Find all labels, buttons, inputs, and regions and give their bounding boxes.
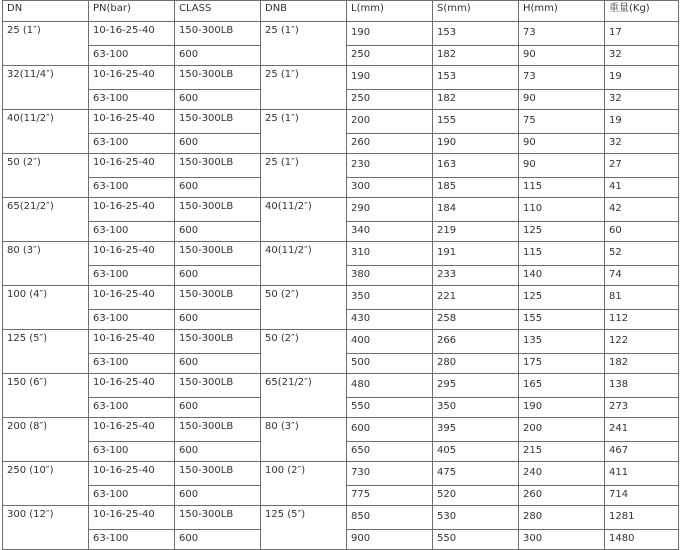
weight-cell: 19 xyxy=(605,110,679,134)
class-cell: 150-300LB xyxy=(175,462,261,486)
l-cell: 550 xyxy=(347,397,433,418)
pn-cell: 63-100 xyxy=(89,441,175,462)
h-cell: 135 xyxy=(519,330,605,354)
class-cell: 150-300LB xyxy=(175,110,261,134)
l-cell: 200 xyxy=(347,110,433,134)
pn-cell: 10-16-25-40 xyxy=(89,198,175,222)
class-cell: 150-300LB xyxy=(175,418,261,442)
pn-cell: 10-16-25-40 xyxy=(89,66,175,90)
weight-cell: 1281 xyxy=(605,506,679,530)
weight-cell: 467 xyxy=(605,441,679,462)
s-cell: 395 xyxy=(433,418,519,442)
dnb-cell: 40(11/2″) xyxy=(261,198,347,242)
h-cell: 140 xyxy=(519,265,605,286)
weight-cell: 81 xyxy=(605,286,679,310)
pn-cell: 10-16-25-40 xyxy=(89,374,175,398)
dnb-cell: 50 (2″) xyxy=(261,330,347,374)
h-cell: 90 xyxy=(519,133,605,154)
weight-cell: 60 xyxy=(605,221,679,242)
s-cell: 280 xyxy=(433,353,519,374)
pn-cell: 63-100 xyxy=(89,89,175,110)
dn-cell: 300 (12″) xyxy=(3,506,89,550)
l-cell: 430 xyxy=(347,309,433,330)
s-cell: 530 xyxy=(433,506,519,530)
l-cell: 850 xyxy=(347,506,433,530)
class-cell: 600 xyxy=(175,529,261,550)
dnb-cell: 25 (1″) xyxy=(261,110,347,154)
class-cell: 600 xyxy=(175,397,261,418)
h-cell: 155 xyxy=(519,309,605,330)
pn-cell: 10-16-25-40 xyxy=(89,506,175,530)
header-class: CLASS xyxy=(175,1,261,22)
h-cell: 280 xyxy=(519,506,605,530)
weight-cell: 52 xyxy=(605,242,679,266)
l-cell: 290 xyxy=(347,198,433,222)
weight-cell: 411 xyxy=(605,462,679,486)
weight-cell: 32 xyxy=(605,45,679,66)
weight-cell: 32 xyxy=(605,89,679,110)
s-cell: 190 xyxy=(433,133,519,154)
header-h: H(mm) xyxy=(519,1,605,22)
dnb-cell: 25 (1″) xyxy=(261,66,347,110)
dn-cell: 40(11/2″) xyxy=(3,110,89,154)
s-cell: 182 xyxy=(433,89,519,110)
class-cell: 600 xyxy=(175,89,261,110)
h-cell: 75 xyxy=(519,110,605,134)
weight-cell: 27 xyxy=(605,154,679,178)
dn-cell: 50 (2″) xyxy=(3,154,89,198)
table-row xyxy=(3,418,679,442)
h-cell: 260 xyxy=(519,485,605,506)
weight-cell: 41 xyxy=(605,177,679,198)
s-cell: 221 xyxy=(433,286,519,310)
s-cell: 475 xyxy=(433,462,519,486)
h-cell: 73 xyxy=(519,66,605,90)
l-cell: 250 xyxy=(347,45,433,66)
pn-cell: 63-100 xyxy=(89,353,175,374)
s-cell: 163 xyxy=(433,154,519,178)
weight-cell: 17 xyxy=(605,22,679,46)
h-cell: 240 xyxy=(519,462,605,486)
h-cell: 165 xyxy=(519,374,605,398)
class-cell: 600 xyxy=(175,353,261,374)
h-cell: 73 xyxy=(519,22,605,46)
dnb-cell: 65(21/2″) xyxy=(261,374,347,418)
table-header xyxy=(3,1,679,22)
class-cell: 150-300LB xyxy=(175,506,261,530)
dn-cell: 200 (8″) xyxy=(3,418,89,462)
pn-cell: 10-16-25-40 xyxy=(89,242,175,266)
table-row xyxy=(3,154,679,178)
pn-cell: 63-100 xyxy=(89,221,175,242)
weight-cell: 74 xyxy=(605,265,679,286)
l-cell: 600 xyxy=(347,418,433,442)
dn-cell: 25 (1″) xyxy=(3,22,89,66)
l-cell: 480 xyxy=(347,374,433,398)
s-cell: 233 xyxy=(433,265,519,286)
l-cell: 500 xyxy=(347,353,433,374)
h-cell: 125 xyxy=(519,286,605,310)
dn-cell: 80 (3″) xyxy=(3,242,89,286)
dnb-cell: 25 (1″) xyxy=(261,22,347,66)
pn-cell: 63-100 xyxy=(89,177,175,198)
header-dn: DN xyxy=(3,1,89,22)
dnb-cell: 100 (2″) xyxy=(261,462,347,506)
s-cell: 405 xyxy=(433,441,519,462)
h-cell: 190 xyxy=(519,397,605,418)
table-row xyxy=(3,286,679,310)
header-dnb: DNB xyxy=(261,1,347,22)
h-cell: 215 xyxy=(519,441,605,462)
pn-cell: 10-16-25-40 xyxy=(89,286,175,310)
pn-cell: 63-100 xyxy=(89,309,175,330)
h-cell: 110 xyxy=(519,198,605,222)
class-cell: 600 xyxy=(175,441,261,462)
l-cell: 380 xyxy=(347,265,433,286)
dn-cell: 150 (6″) xyxy=(3,374,89,418)
l-cell: 350 xyxy=(347,286,433,310)
dnb-cell: 125 (5″) xyxy=(261,506,347,550)
h-cell: 125 xyxy=(519,221,605,242)
s-cell: 295 xyxy=(433,374,519,398)
weight-cell: 122 xyxy=(605,330,679,354)
table-row xyxy=(3,66,679,90)
pn-cell: 10-16-25-40 xyxy=(89,110,175,134)
table-body xyxy=(3,22,679,550)
h-cell: 90 xyxy=(519,89,605,110)
l-cell: 310 xyxy=(347,242,433,266)
pn-cell: 63-100 xyxy=(89,133,175,154)
pn-cell: 10-16-25-40 xyxy=(89,330,175,354)
class-cell: 600 xyxy=(175,485,261,506)
s-cell: 153 xyxy=(433,22,519,46)
class-cell: 150-300LB xyxy=(175,374,261,398)
h-cell: 90 xyxy=(519,45,605,66)
h-cell: 90 xyxy=(519,154,605,178)
l-cell: 340 xyxy=(347,221,433,242)
class-cell: 150-300LB xyxy=(175,286,261,310)
weight-cell: 273 xyxy=(605,397,679,418)
pn-cell: 10-16-25-40 xyxy=(89,462,175,486)
s-cell: 266 xyxy=(433,330,519,354)
class-cell: 150-300LB xyxy=(175,242,261,266)
s-cell: 520 xyxy=(433,485,519,506)
table-row xyxy=(3,506,679,530)
s-cell: 350 xyxy=(433,397,519,418)
dnb-cell: 25 (1″) xyxy=(261,154,347,198)
dnb-cell: 50 (2″) xyxy=(261,286,347,330)
header-l: L(mm) xyxy=(347,1,433,22)
class-cell: 600 xyxy=(175,265,261,286)
l-cell: 775 xyxy=(347,485,433,506)
s-cell: 185 xyxy=(433,177,519,198)
l-cell: 650 xyxy=(347,441,433,462)
weight-cell: 32 xyxy=(605,133,679,154)
dn-cell: 32(11/4″) xyxy=(3,66,89,110)
pn-cell: 63-100 xyxy=(89,485,175,506)
weight-cell: 241 xyxy=(605,418,679,442)
pn-cell: 63-100 xyxy=(89,397,175,418)
weight-cell: 112 xyxy=(605,309,679,330)
class-cell: 150-300LB xyxy=(175,198,261,222)
weight-cell: 19 xyxy=(605,66,679,90)
table-row xyxy=(3,242,679,266)
s-cell: 184 xyxy=(433,198,519,222)
h-cell: 115 xyxy=(519,242,605,266)
s-cell: 153 xyxy=(433,66,519,90)
l-cell: 230 xyxy=(347,154,433,178)
class-cell: 600 xyxy=(175,309,261,330)
h-cell: 300 xyxy=(519,529,605,550)
weight-cell: 1480 xyxy=(605,529,679,550)
weight-cell: 182 xyxy=(605,353,679,374)
header-pn: PN(bar) xyxy=(89,1,175,22)
s-cell: 550 xyxy=(433,529,519,550)
specification-table xyxy=(2,0,679,550)
l-cell: 400 xyxy=(347,330,433,354)
s-cell: 258 xyxy=(433,309,519,330)
weight-cell: 138 xyxy=(605,374,679,398)
l-cell: 190 xyxy=(347,22,433,46)
l-cell: 250 xyxy=(347,89,433,110)
l-cell: 300 xyxy=(347,177,433,198)
pn-cell: 10-16-25-40 xyxy=(89,418,175,442)
table-row xyxy=(3,198,679,222)
dn-cell: 65(21/2″) xyxy=(3,198,89,242)
header-row xyxy=(3,1,679,22)
class-cell: 150-300LB xyxy=(175,66,261,90)
table-row xyxy=(3,374,679,398)
header-s: S(mm) xyxy=(433,1,519,22)
h-cell: 115 xyxy=(519,177,605,198)
s-cell: 219 xyxy=(433,221,519,242)
weight-cell: 42 xyxy=(605,198,679,222)
l-cell: 730 xyxy=(347,462,433,486)
class-cell: 150-300LB xyxy=(175,330,261,354)
dn-cell: 100 (4″) xyxy=(3,286,89,330)
header-weight: 重量(Kg) xyxy=(605,1,679,22)
l-cell: 900 xyxy=(347,529,433,550)
s-cell: 182 xyxy=(433,45,519,66)
dn-cell: 250 (10″) xyxy=(3,462,89,506)
s-cell: 191 xyxy=(433,242,519,266)
pn-cell: 63-100 xyxy=(89,265,175,286)
h-cell: 175 xyxy=(519,353,605,374)
table-row xyxy=(3,110,679,134)
weight-cell: 714 xyxy=(605,485,679,506)
pn-cell: 63-100 xyxy=(89,45,175,66)
s-cell: 155 xyxy=(433,110,519,134)
class-cell: 150-300LB xyxy=(175,22,261,46)
h-cell: 200 xyxy=(519,418,605,442)
pn-cell: 10-16-25-40 xyxy=(89,22,175,46)
class-cell: 600 xyxy=(175,133,261,154)
l-cell: 190 xyxy=(347,66,433,90)
pn-cell: 10-16-25-40 xyxy=(89,154,175,178)
pn-cell: 63-100 xyxy=(89,529,175,550)
l-cell: 260 xyxy=(347,133,433,154)
dn-cell: 125 (5″) xyxy=(3,330,89,374)
dnb-cell: 80 (3″) xyxy=(261,418,347,462)
class-cell: 150-300LB xyxy=(175,154,261,178)
class-cell: 600 xyxy=(175,45,261,66)
class-cell: 600 xyxy=(175,221,261,242)
table-row xyxy=(3,462,679,486)
dnb-cell: 40(11/2″) xyxy=(261,242,347,286)
table-row xyxy=(3,330,679,354)
class-cell: 600 xyxy=(175,177,261,198)
table-row xyxy=(3,22,679,46)
